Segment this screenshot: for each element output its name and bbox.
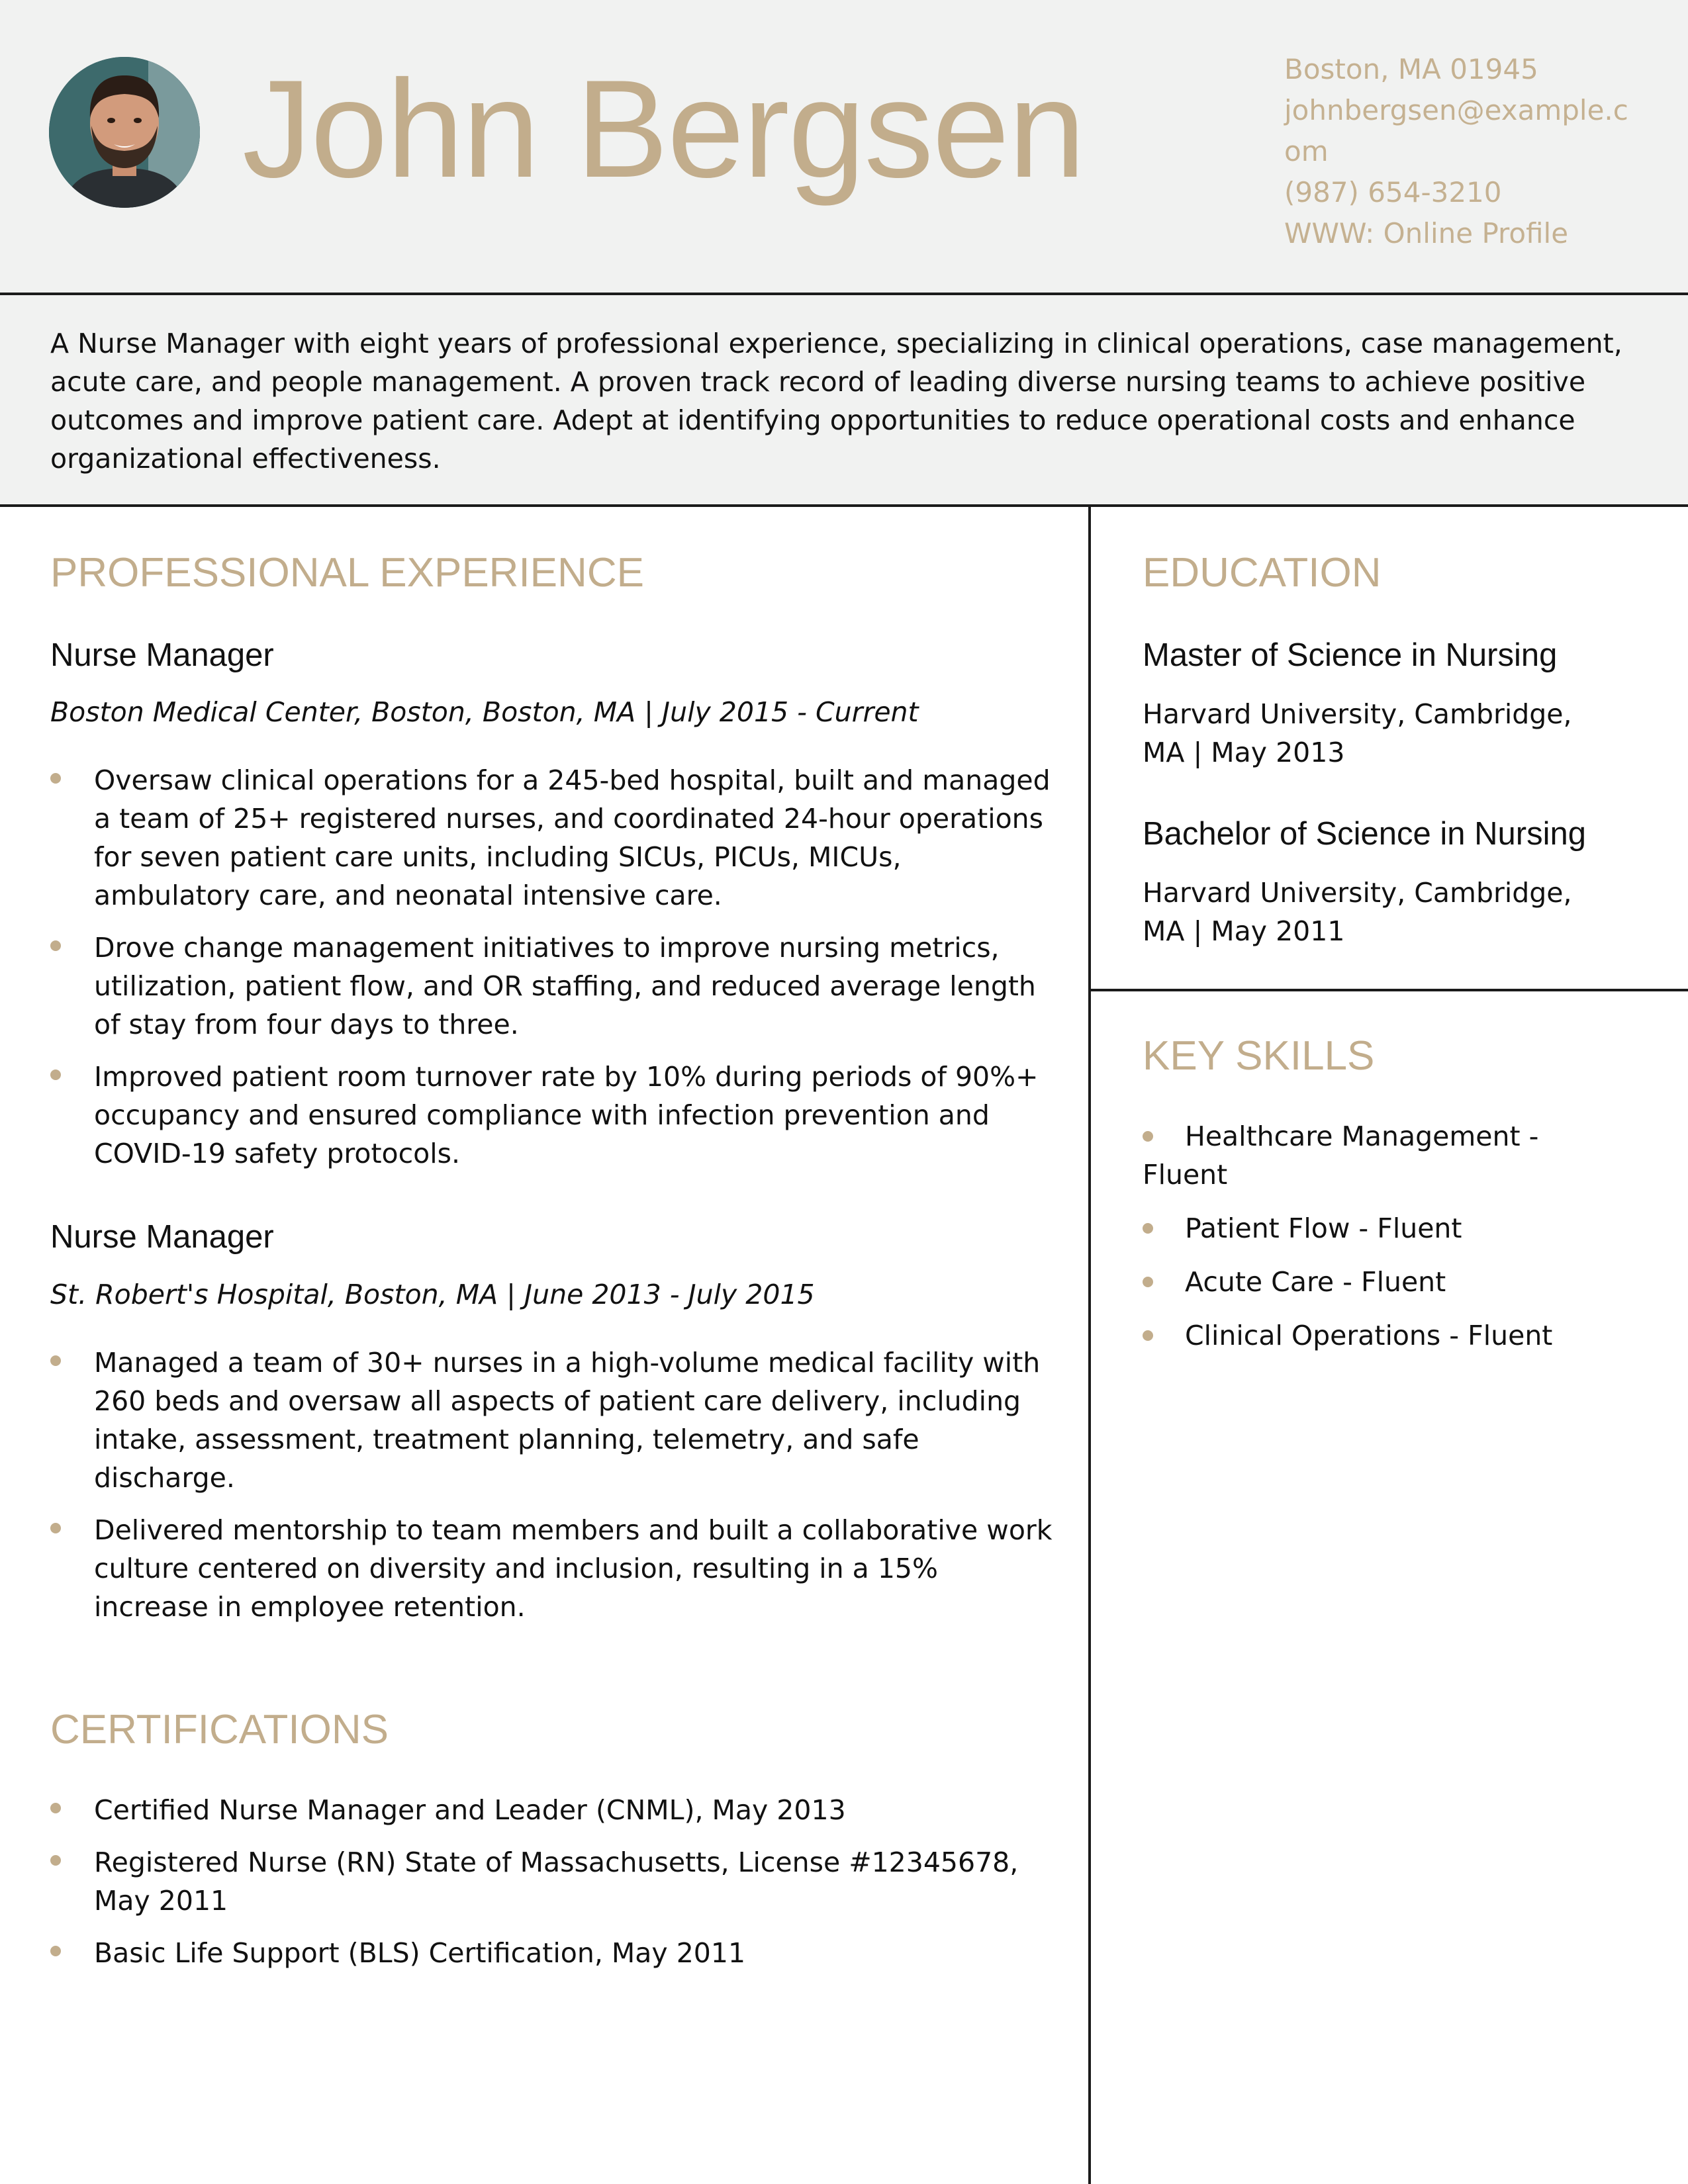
job-title: Nurse Manager <box>50 1219 274 1255</box>
education-heading: EDUCATION <box>1143 550 1382 596</box>
certification-list <box>50 1791 1056 1986</box>
job-meta: St. Robert's Hospital, Boston, MA | June 2013 - July 2015 <box>50 1279 815 1310</box>
skills-heading: KEY SKILLS <box>1143 1033 1375 1079</box>
list-item <box>1143 1117 1579 1194</box>
list-item: Improved patient room turnover rate by 10% during periods of 90%+ occupancy and ensured compliance with infection prevention and COVID-19 safety protocols. <box>50 1058 1056 1173</box>
avatar <box>49 57 200 208</box>
degree-school: Harvard University, Cambridge, MA | May 2011 <box>1143 877 1572 947</box>
skill-label: Clinical Operations - Fluent <box>1185 1320 1553 1351</box>
degree-title: Master of Science in Nursing <box>1143 637 1558 673</box>
certifications-heading: CERTIFICATIONS <box>50 1707 389 1752</box>
list-item: Delivered mentorship to team members and built a collaborative work culture centered on diversity and inclusion, resulting in a 15% increase in employee retention. <box>50 1511 1056 1626</box>
list-item <box>1143 1209 1579 1248</box>
job-meta: Boston Medical Center, Boston, Boston, MA | July 2015 - Current <box>50 696 919 728</box>
list-item: Oversaw clinical operations for a 245-bed hospital, built and managed a team of 25+ registered nurses, and coordinated 24-hour operations for seven patient care units, including SICUs, PICUs, MICUs, ambulatory care, and neonatal intensive care. <box>50 761 1056 915</box>
list-item: Basic Life Support (BLS) Certification, May 2011 <box>50 1934 1056 1972</box>
contact-phone[interactable]: (987) 654-3210 <box>1284 176 1502 208</box>
job-title: Nurse Manager <box>50 637 274 673</box>
column-divider <box>1088 507 1091 2184</box>
professional-summary: A Nurse Manager with eight years of professional experience, specializing in clinical operations, case management, acute care, and people management. A proven track record of leading diverse nursing teams to achieve positive outcomes and improve patient care. Adept at identifying opportunities to reduce operational costs and enhance organizational effectiveness. <box>50 328 1622 475</box>
list-item: Managed a team of 30+ nurses in a high-volume medical facility with 260 beds and oversaw all aspects of patient care delivery, including intake, assessment, treatment planning, telemetry, and safe discharge. <box>50 1343 1056 1497</box>
candidate-name: John Bergsen <box>242 51 1084 206</box>
summary-divider <box>0 504 1688 507</box>
job-bullets <box>50 761 1056 1187</box>
experience-heading: PROFESSIONAL EXPERIENCE <box>50 550 644 596</box>
job-bullets <box>50 1343 1056 1640</box>
contact-email[interactable]: johnbergsen@example.com <box>1284 94 1628 167</box>
skill-label: Patient Flow - Fluent <box>1185 1212 1462 1244</box>
avatar-photo-icon <box>49 57 200 208</box>
skill-label: Healthcare Management - Fluent <box>1143 1120 1539 1191</box>
contact-address: Boston, MA 01945 <box>1284 53 1538 85</box>
list-item: Registered Nurse (RN) State of Massachusetts, License #12345678, May 2011 <box>50 1843 1056 1920</box>
education-skills-divider <box>1091 989 1688 991</box>
list-item: Certified Nurse Manager and Leader (CNML), May 2013 <box>50 1791 1056 1829</box>
contact-website[interactable]: WWW: Online Profile <box>1284 217 1569 250</box>
degree-school: Harvard University, Cambridge, MA | May 2013 <box>1143 698 1572 768</box>
list-item <box>1143 1316 1579 1355</box>
degree-title: Bachelor of Science in Nursing <box>1143 816 1587 852</box>
list-item <box>1143 1263 1579 1301</box>
skill-label: Acute Care - Fluent <box>1185 1266 1446 1298</box>
contact-block <box>1284 49 1642 254</box>
skills-list <box>1143 1117 1579 1370</box>
list-item: Drove change management initiatives to improve nursing metrics, utilization, patient flow, and OR staffing, and reduced average length of stay from four days to three. <box>50 929 1056 1044</box>
